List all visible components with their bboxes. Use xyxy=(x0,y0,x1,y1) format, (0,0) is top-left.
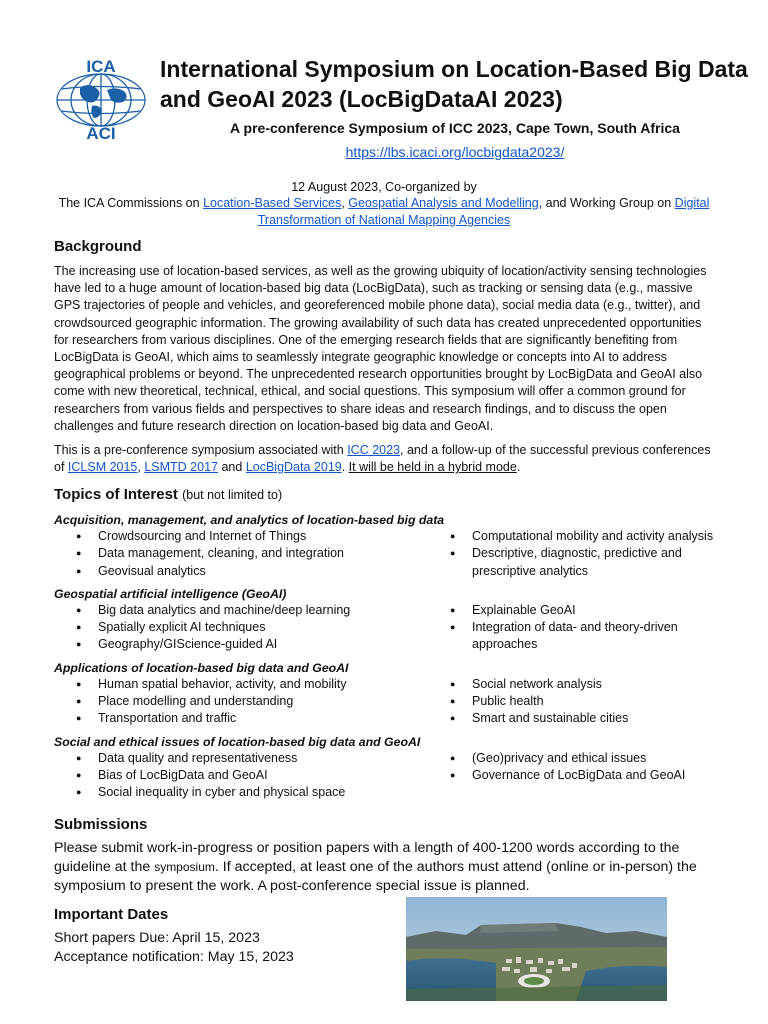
list-item: ● Integration of data- and theory-driven approaches xyxy=(450,619,734,654)
topic-group-title: Applications of location-based big data and GeoAI xyxy=(54,660,349,675)
list-item: ● Place modelling and understanding xyxy=(76,693,450,710)
list-item: ● Public health xyxy=(450,693,734,710)
list-item: ● Social inequality in cyber and physical space xyxy=(76,784,450,801)
list-item: ● Smart and sustainable cities xyxy=(450,710,734,727)
iclsm2015-link[interactable]: ICLSM 2015 xyxy=(67,460,138,475)
list-item: ● (Geo)privacy and ethical issues xyxy=(450,750,734,767)
symposium-url-link[interactable]: https://lbs.icaci.org/locbigdata2023/ xyxy=(345,144,565,160)
topic-group-title: Social and ethical issues of location-based big data and GeoAI xyxy=(54,734,421,749)
page-title: International Symposium on Location-Based Big Data and GeoAI 2023 (LocBigDataAI 2023) xyxy=(160,56,748,112)
association-paragraph: This is a pre-conference symposium associated with ICC 2023, and a follow-up of the successful previous conferences of ICLSM 2015, LSMTD 2017 and LocBigData 2019. It will be held in a hybrid mode. xyxy=(54,443,711,475)
list-item: ● Spatially explicit AI techniques xyxy=(76,619,450,636)
submissions-heading: Submissions xyxy=(54,816,148,833)
submissions-paragraph: Please submit work-in-progress or position papers with a length of 400-1200 words according to the guideline at the symposium. If accepted, at least one of the authors must attend (online or in-person) the symposium to present the work. A post-conference special issue is planned. xyxy=(54,840,697,894)
ica-logo xyxy=(52,58,150,140)
topic-group-title: Geospatial artificial intelligence (GeoAI) xyxy=(54,586,287,601)
list-item: ● Explainable GeoAI xyxy=(450,602,734,619)
topic-group-applications xyxy=(54,660,734,728)
background-paragraph: The increasing use of location-based services, as well as the growing ubiquity of location/activity sensing technologies have led to a huge amount of location-based big data (LocBigData), such as tracking or sensing data (e.g., massive GPS trajectories of people and vehicles, and georeferenced mobile phone data), social media data (e.g., twitter), and crowdsourced geographic information. The growing availability of such data has created unprecedented opportunities for researchers from various disciplines. One of the emerging research fields that are significantly benefiting from LocBigData is GeoAI, which aims to seamlessly integrate geographic knowledge or concepts into AI to address geographical problems or beyond. The unprecedented research opportunities brought by LocBigData and GeoAI also come with new theoretical, technical, ethical, and social questions. This symposium will offer a common ground for researchers from various fields and perspectives to share ideas and research findings, and to discuss the open challenges and future research direction on location-based big data and GeoAI. xyxy=(54,264,707,433)
topic-group-ethics xyxy=(54,734,734,802)
topic-group-title: Acquisition, management, and analytics of location-based big data xyxy=(54,513,445,527)
date-line: 12 August 2023, Co-organized by xyxy=(291,180,477,194)
list-item: ● Human spatial behavior, activity, and mobility xyxy=(76,676,450,693)
cape-town-photo xyxy=(406,897,667,1001)
list-item: ● Big data analytics and machine/deep learning xyxy=(76,602,450,619)
svg-text:ICA: ICA xyxy=(86,58,116,76)
organizers-line: The ICA Commissions on Location-Based Services, Geospatial Analysis and Modelling, and Working Group on Digital Transformation of National Mapping Agencies xyxy=(58,196,710,227)
list-item: ● Governance of LocBigData and GeoAI xyxy=(450,767,734,784)
symposium-url-line xyxy=(160,143,750,161)
important-dates-list xyxy=(54,929,294,967)
background-heading: Background xyxy=(54,238,142,255)
list-item: ● Bias of LocBigData and GeoAI xyxy=(76,767,450,784)
topics-heading-note: (but not limited to) xyxy=(182,488,283,502)
svg-text:ACI: ACI xyxy=(86,124,116,140)
hybrid-mode-note: It will be held in a hybrid mode xyxy=(348,460,517,475)
topics-list xyxy=(54,512,734,802)
list-item: ● Descriptive, diagnostic, predictive and prescriptive analytics xyxy=(450,545,734,580)
important-dates-heading: Important Dates xyxy=(54,906,169,923)
list-item: ● Geovisual analytics xyxy=(76,563,450,580)
lbs-commission-link[interactable]: Location-Based Services xyxy=(203,196,342,210)
lsmtd2017-link[interactable]: LSMTD 2017 xyxy=(144,460,218,475)
topics-heading: Topics of Interest (but not limited to) xyxy=(54,486,283,503)
list-item: ● Social network analysis xyxy=(450,676,734,693)
locbigdata2019-link[interactable]: LocBigData 2019 xyxy=(245,460,342,475)
icc2023-link[interactable]: ICC 2023 xyxy=(347,443,400,457)
list-item: ● Data quality and representativeness xyxy=(76,750,450,767)
dtnma-working-group-link[interactable]: Digital Transformation of National Mapping Agencies xyxy=(257,196,710,227)
page-subtitle: A pre-conference Symposium of ICC 2023, Cape Town, South Africa xyxy=(230,120,680,136)
gam-commission-link[interactable]: Geospatial Analysis and Modelling xyxy=(348,196,539,210)
topic-group-geoai xyxy=(54,586,734,654)
list-item: ● Geography/GIScience-guided AI xyxy=(76,636,450,653)
acceptance-notification-date: Acceptance notification: May 15, 2023 xyxy=(54,949,294,965)
list-item: ● Crowdsourcing and Internet of Things xyxy=(76,528,450,545)
list-item: ● Computational mobility and activity analysis xyxy=(450,528,734,545)
papers-due-date: Short papers Due: April 15, 2023 xyxy=(54,930,260,946)
topic-group-acquisition xyxy=(54,512,734,580)
list-item: ● Transportation and traffic xyxy=(76,710,450,727)
list-item: ● Data management, cleaning, and integration xyxy=(76,545,450,562)
